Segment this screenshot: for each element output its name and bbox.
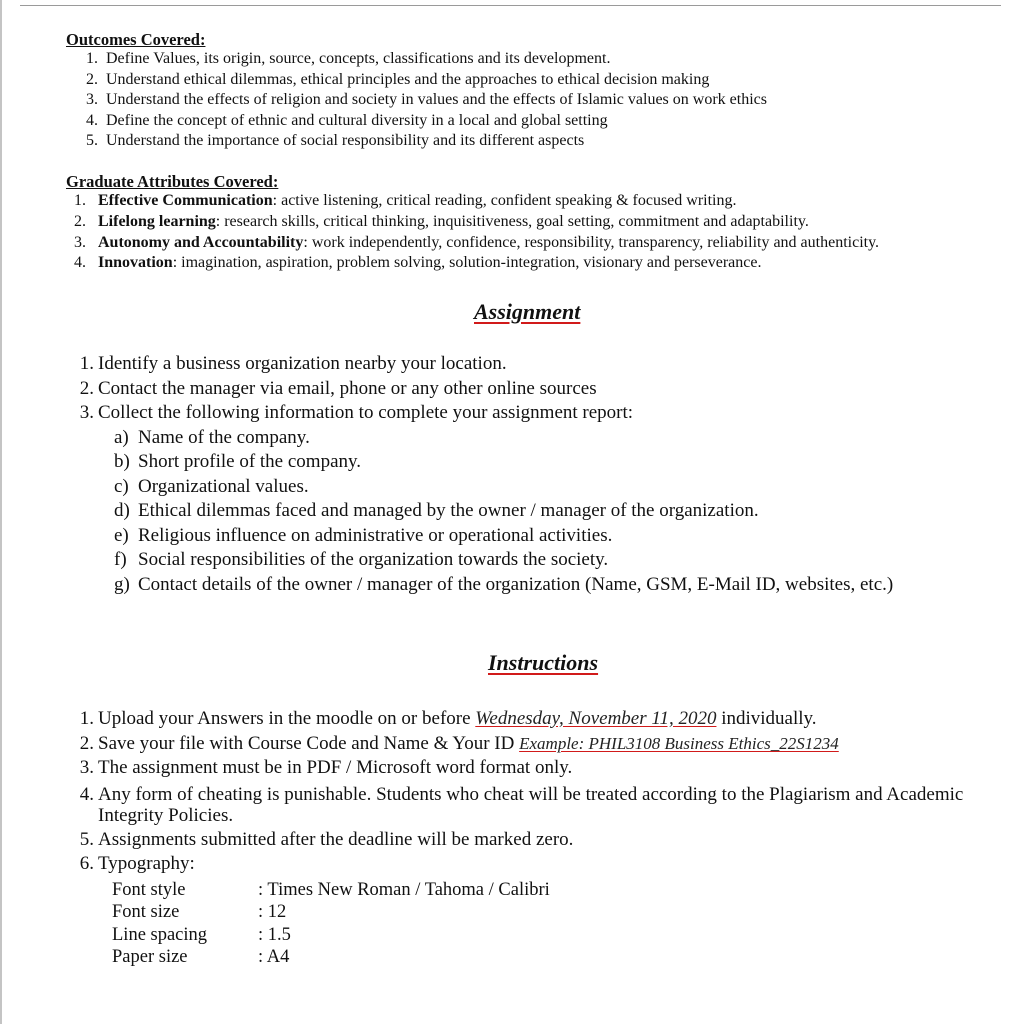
outcomes-heading: Outcomes Covered: xyxy=(66,30,206,49)
info-item xyxy=(114,548,893,573)
step-text: Collect the following information to complete your assignment report: xyxy=(98,402,634,423)
attribute-term: Autonomy and Accountability xyxy=(98,233,304,251)
instruction-text: Upload your Answers in the moodle on or before xyxy=(98,708,476,729)
typography-key: Line spacing xyxy=(112,924,208,945)
assignment-step xyxy=(79,401,894,598)
instruction-text: individually. xyxy=(716,708,817,729)
instruction-item xyxy=(79,852,1003,969)
outcome-item xyxy=(86,70,767,91)
typography-table xyxy=(112,879,550,969)
typography-value: : 12 xyxy=(258,902,287,922)
attribute-number: 3. xyxy=(74,233,86,251)
attribute-description: : work independently, confidence, responsibility, transparency, reliability and authenticity. xyxy=(303,233,880,251)
attribute-item xyxy=(74,233,880,254)
outcome-number: 3. xyxy=(86,91,98,108)
assignment-step xyxy=(79,352,893,377)
outcome-number: 1. xyxy=(86,50,98,67)
outcome-number: 4. xyxy=(86,111,98,129)
assignment-title: Assignment xyxy=(474,299,581,324)
outcome-number: 5. xyxy=(86,132,98,149)
attribute-term: Innovation xyxy=(98,254,173,272)
instruction-number: 5. xyxy=(79,828,94,850)
outcome-number: 2. xyxy=(86,70,98,88)
outcome-item xyxy=(86,49,767,70)
attributes-heading: Graduate Attributes Covered: xyxy=(66,172,279,191)
info-letter: d) xyxy=(114,500,130,522)
step-number: 3. xyxy=(79,402,94,423)
outcome-text: Understand the effects of religion and society in values and the effects of Islamic values on work ethics xyxy=(106,91,767,108)
assignment-steps xyxy=(79,352,894,598)
attribute-term: Effective Communication xyxy=(98,192,273,209)
instruction-item xyxy=(79,828,1003,853)
instruction-item xyxy=(79,732,1003,757)
info-item xyxy=(114,475,893,500)
info-checklist xyxy=(98,426,893,598)
outcome-text: Understand ethical dilemmas, ethical principles and the approaches to ethical decision making xyxy=(106,70,710,88)
attribute-term: Lifelong learning xyxy=(98,212,216,230)
instruction-text: Save your file with Course Code and Name & Your ID xyxy=(98,732,520,754)
deadline-date: Wednesday, November 11, 2020 xyxy=(475,708,717,729)
typography-row xyxy=(112,946,550,969)
instruction-item xyxy=(79,783,1003,826)
attribute-item xyxy=(74,212,879,233)
attribute-description: : active listening, critical reading, confident speaking & focused writing. xyxy=(272,192,737,209)
instruction-number: 3. xyxy=(79,757,94,778)
attribute-item xyxy=(74,191,879,212)
info-letter: b) xyxy=(114,451,130,473)
info-text: Contact details of the owner / manager of the organization (Name, GSM, E-Mail ID, websites, etc.) xyxy=(138,574,894,596)
outcome-text: Define Values, its origin, source, concepts, classifications and its development. xyxy=(106,50,611,67)
step-text: Contact the manager via email, phone or any other online sources xyxy=(98,377,597,399)
step-number: 1. xyxy=(79,353,94,374)
info-text: Short profile of the company. xyxy=(138,451,362,473)
attribute-item xyxy=(74,253,879,274)
info-letter: f) xyxy=(114,549,127,571)
attribute-number: 1. xyxy=(74,192,86,209)
instruction-text: Assignments submitted after the deadline will be marked zero. xyxy=(98,828,574,850)
instruction-number: 2. xyxy=(79,732,94,754)
info-item xyxy=(114,524,893,549)
outcome-text: Define the concept of ethnic and cultural diversity in a local and global setting xyxy=(106,111,608,129)
instruction-item xyxy=(79,707,1003,732)
info-text: Name of the company. xyxy=(138,426,310,448)
info-letter: a) xyxy=(114,426,129,448)
page-left-border xyxy=(0,0,2,1024)
filename-example: Example: PHIL3108 Business Ethics_22S1234 xyxy=(519,733,839,753)
instructions-list xyxy=(79,707,1003,969)
attribute-description: : research skills, critical thinking, inquisitiveness, goal setting, commitment and adaptability. xyxy=(215,212,809,230)
info-letter: g) xyxy=(114,574,130,596)
info-text: Organizational values. xyxy=(138,475,309,497)
outcome-item xyxy=(86,131,767,152)
typography-row xyxy=(112,879,550,902)
assignment-step xyxy=(79,377,893,402)
info-letter: c) xyxy=(114,475,129,497)
outcome-text: Understand the importance of social responsibility and its different aspects xyxy=(106,132,585,149)
step-text: Identify a business organization nearby your location. xyxy=(98,353,507,374)
attribute-description: : imagination, aspiration, problem solving, solution-integration, visionary and perseverance. xyxy=(172,254,762,272)
outcome-item xyxy=(86,90,767,111)
instruction-text: Any form of cheating is punishable. Students who cheat will be treated according to the Plagiarism and Academic Integrity Policies. xyxy=(98,783,964,826)
instruction-text: Typography: xyxy=(98,853,195,874)
typography-key: Paper size xyxy=(112,947,188,967)
info-item xyxy=(114,426,893,451)
instruction-text: The assignment must be in PDF / Microsoft word format only. xyxy=(98,757,573,778)
attributes-list xyxy=(74,191,880,274)
instruction-number: 4. xyxy=(79,783,94,805)
info-text: Ethical dilemmas faced and managed by the owner / manager of the organization. xyxy=(138,500,759,522)
attribute-number: 4. xyxy=(74,254,86,272)
outcome-item xyxy=(86,111,767,132)
typography-key: Font style xyxy=(112,879,186,900)
info-text: Religious influence on administrative or operational activities. xyxy=(138,524,613,546)
typography-value: : 1.5 xyxy=(258,924,291,945)
info-item xyxy=(114,499,893,524)
instruction-number: 6. xyxy=(79,853,94,874)
attribute-number: 2. xyxy=(74,212,86,230)
typography-value: : A4 xyxy=(258,947,290,967)
info-letter: e) xyxy=(114,524,129,546)
instructions-title: Instructions xyxy=(488,650,599,675)
instruction-item xyxy=(79,756,1003,781)
typography-key: Font size xyxy=(112,902,180,922)
outcomes-list xyxy=(86,49,767,152)
header-divider xyxy=(20,5,1001,6)
step-number: 2. xyxy=(79,377,94,399)
instruction-number: 1. xyxy=(79,708,94,729)
typography-row xyxy=(112,901,550,924)
typography-row xyxy=(112,924,550,947)
info-text: Social responsibilities of the organization towards the society. xyxy=(138,549,609,571)
info-item xyxy=(114,450,893,475)
info-item xyxy=(114,573,894,598)
typography-value: : Times New Roman / Tahoma / Calibri xyxy=(258,879,550,900)
